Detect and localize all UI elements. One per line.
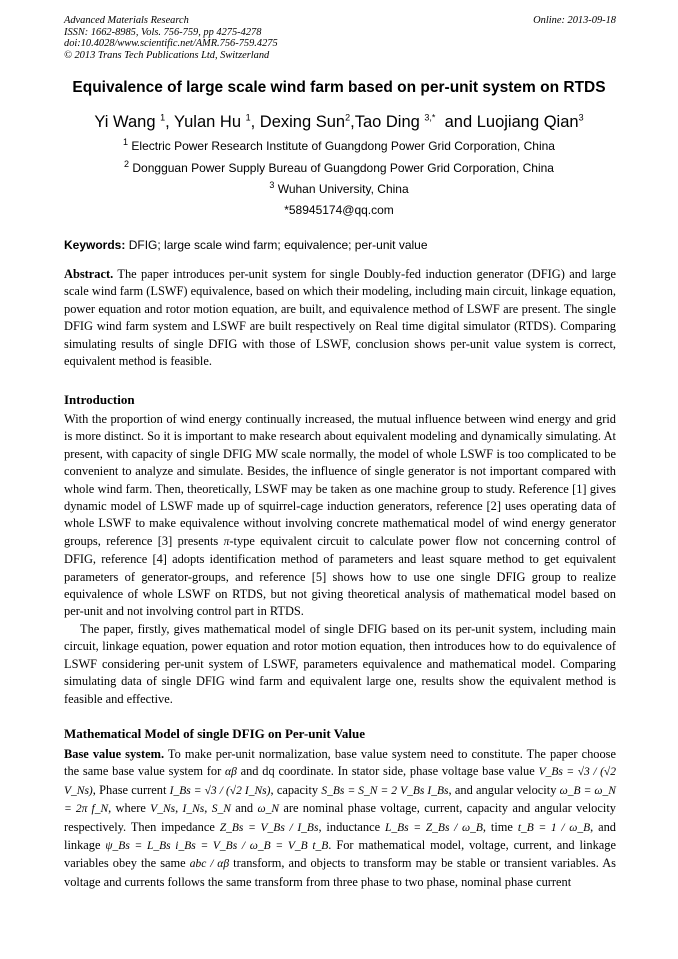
body-text: . For mathematical model, voltage, current, and linkage variables obey the same	[64, 838, 616, 871]
body-text: , and linkage	[64, 819, 616, 853]
affiliation-number: 1	[123, 137, 129, 147]
author-and: and	[444, 113, 473, 131]
body-text: are nominal phase voltage, current, capacity and angular velocity respectively. Then impedance	[64, 801, 616, 834]
affiliation-number: 2	[124, 159, 130, 169]
abstract	[64, 266, 616, 370]
pi-symbol: π	[223, 535, 230, 548]
affiliation	[40, 139, 638, 153]
author-affil-mark: 1	[160, 112, 166, 123]
keywords-text: DFIG; large scale wind farm; equivalence; per-unit value	[128, 238, 428, 252]
abstract-text: The paper introduces per-unit system for single Doubly-fed induction generator (DFIG) and large scale wind farm (LSWF) equivalence, based on which their modeling, including main circuit, linkage equation, power equation and rotor motion equation, are built, and equivalence method of LSWF are present. The single DFIG wind farm system and LSWF are built respectively on Real time digital simulator (RTDS). Comparing simulating results of single DFIG with those of LSWF, conclusion shows per-unit value system is correct, equivalent method is feasible.	[64, 267, 616, 369]
author-name: Luojiang Qian	[476, 113, 579, 131]
intro-paragraph-2: The paper, firstly, gives mathematical model of single DFIG based on its per-unit system, including main circuit, linkage equation, power equation and rotor motion equation, then introduces how to do equivalence of LSWF considering per-unit system of LSWF, parameters equivalence and mathematical model. Comparing simulating data of single DFIG wind farm and equivalent large one, results show the equivalent method is feasible and effective.	[64, 621, 616, 706]
section-heading-introduction: Introduction	[64, 392, 135, 407]
affiliation-text: Electric Power Research Institute of Guangdong Power Grid Corporation, China	[131, 139, 555, 153]
model-body: Base value system. To make per-unit normalization, base value system need to constitute. The paper choose the same base value system for αβ and dq coordinate. In stator side, phase voltage base value V_Bs = √3 / (√2 V_Ns), Phase current I_Bs = √3 / (√2 I_Ns), capacity S_Bs = S_N = 2 V_Bs I_Bs, and angular velocity ω_B = ω_N = 2π f_N, where V_Ns, I_Ns, S_N and ω_N are nominal phase voltage, current, capacity and angular velocity respectively. Then impedance Z_Bs = V_Bs / I_Bs, inductance L_Bs = Z_Bs / ω_B, time t_B = 1 / ω_B, and linkage ψ_Bs = L_Bs i_Bs = V_Bs / ω_B = V_B t_B. For mathematical model, voltage, current, and linkage variables obey the same abc / αβ transform, and objects to transform may be stable or transient variables. As voltage and currents follows the same transform from three phase to two phase, nominal phase current	[64, 747, 616, 889]
copyright-line: © 2013 Trans Tech Publications Ltd, Switzerland	[64, 49, 270, 61]
eq-linkage: ψ_Bs = L_Bs i_Bs = V_Bs / ω_B = V_B t_B	[105, 840, 329, 853]
online-date: Online: 2013-09-18	[533, 15, 616, 26]
sym-wn: ω_N	[257, 803, 279, 816]
issn-line: ISSN: 1662-8985, Vols. 756-759, pp 4275-4278	[64, 26, 262, 38]
author-affil-mark: 3	[578, 112, 584, 123]
alpha-beta-symbol: αβ	[225, 766, 237, 779]
affiliation-number: 3	[269, 180, 275, 190]
author-affil-mark: 1	[245, 112, 251, 123]
author-name: Tao Ding	[354, 113, 420, 131]
eq-angular-velocity: ω_B = ω_N = 2π f_N	[64, 784, 616, 816]
body-text: , where	[108, 801, 146, 816]
author-affil-mark: 2	[345, 112, 351, 123]
corresponding-email: *58945174@qq.com	[284, 203, 394, 217]
sym-ins: I_Ns	[182, 803, 205, 816]
body-text: transform, and objects to transform may be stable or transient variables. As voltage and currents follows the same transform from three phase to two phase, nominal phase current	[64, 856, 616, 889]
base-value-lead: Base value system.	[64, 747, 165, 761]
intro-text: With the proportion of wind energy continually increased, the mutual influence between wind energy and grid is more distinct. So it is important to make research about equivalent modeling and dynamically simulating. At present, with capacity of single DFIG MW scale normally, the model of whole LSWF is too complicated to be convenient to analyze and simulate. Besides, the influence of single generator is not important compared with whole wind farm. Then, theoretically, LSWF may be taken as one machine group to study. Reference [1] gives dynamic model of LSWF made up of squirrel-cage induction generators, reference [2] uses operating data of whole LSWF to make equivalence without involving concrete mathematical model of wind energy generator groups, reference [3] presents	[64, 412, 616, 548]
sym-sn: S_N	[211, 803, 231, 816]
eq-time: t_B = 1 / ω_B	[517, 821, 591, 834]
author-list: Yi Wang $^1$, Yulan Hu $^1$, Dexing Sun$^2$,Tao Ding $^{3,*}$ and Luojiang Qian$^3$	[94, 112, 584, 131]
author-name: Yulan Hu	[174, 113, 241, 131]
author-affil-mark: 3,*	[424, 112, 436, 123]
body-text: , capacity	[270, 782, 319, 797]
eq-inductance: L_Bs = Z_Bs / ω_B	[385, 821, 483, 834]
body-text: and dq coordinate. In stator side, phase voltage base value	[240, 764, 535, 779]
journal-header	[64, 15, 616, 61]
eq-voltage-base: V_Bs = √3 / (√2 V_Ns)	[64, 766, 616, 797]
affiliation-text: Dongguan Power Supply Bureau of Guangdong Power Grid Corporation, China	[132, 161, 554, 175]
affiliation	[40, 161, 638, 175]
eq-capacity-base: S_Bs = S_N = 2 V_Bs I_Bs	[321, 784, 449, 797]
body-text: and	[235, 801, 254, 816]
introduction-body	[64, 411, 616, 708]
body-text: , time	[482, 819, 513, 834]
intro-text: -type equivalent circuit to calculate power flow not concerning control of DFIG, reference [4] adopts identification method of parameters and least square method to get equivalent parameters of generator-groups, and reference [5] shows how to use one single DFIG group to realize equivalence of whole LSWF on RTDS, but not giving theoretical analysis of mathematical model based on per-unit and not involving control part in RTDS.	[64, 533, 616, 619]
body-text: , inductance	[318, 819, 381, 834]
eq-abc-transform: abc / αβ	[189, 858, 230, 871]
journal-name: Advanced Materials Research	[64, 15, 189, 26]
author-name: Dexing Sun	[259, 113, 346, 131]
doi-line: doi:10.4028/www.scientific.net/AMR.756-759.4275	[64, 38, 278, 50]
keywords	[64, 238, 616, 252]
body-text: , Phase current	[92, 782, 167, 797]
section-heading-model: Mathematical Model of single DFIG on Per-unit Value	[64, 726, 366, 741]
eq-impedance: Z_Bs = V_Bs / I_Bs	[219, 821, 319, 834]
affiliation	[40, 182, 638, 196]
keywords-label: Keywords:	[64, 238, 126, 252]
sym-vns: V_Ns	[150, 803, 176, 816]
abstract-label: Abstract.	[64, 267, 114, 281]
affiliation-text: Wuhan University, China	[277, 182, 409, 196]
author-name: Yi Wang	[94, 113, 156, 131]
eq-current-base: I_Bs = √3 / (√2 I_Ns)	[169, 784, 271, 797]
body-text: To make per-unit normalization, base value system need to constitute. The paper choose the same base value system for	[64, 747, 616, 779]
body-text: , and angular velocity	[448, 782, 557, 797]
paper-title: Equivalence of large scale wind farm based on per-unit system on RTDS	[72, 79, 606, 96]
